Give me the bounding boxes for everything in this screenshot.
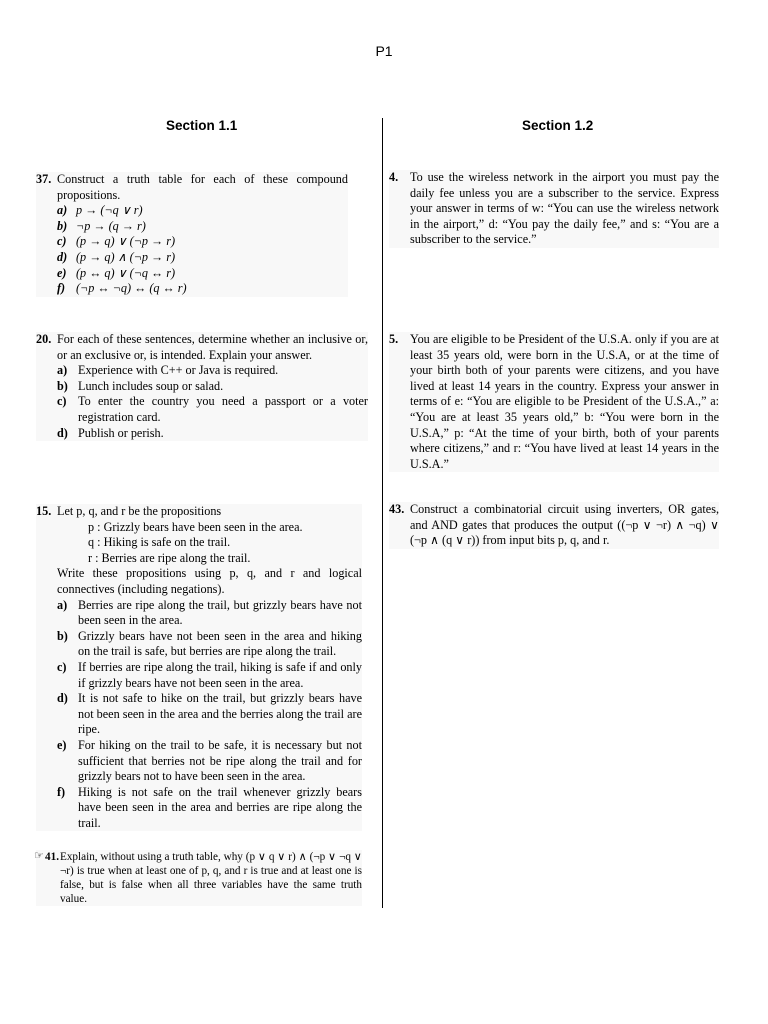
problem-text: Explain, without using a truth table, why (p ∨ q ∨ r) ∧ (¬p ∨ ¬q ∨ ¬r) is true when at least one of p, q, and r is true and at least one is false, but is false when all three variables have the same truth value. <box>60 851 362 905</box>
problem-stem <box>389 502 719 549</box>
pointing-hand-icon: ☞ <box>34 850 44 862</box>
sub-item-text: Lunch includes soup or salad. <box>78 378 224 393</box>
sub-item <box>36 660 362 691</box>
sub-item-list <box>36 598 362 832</box>
problem-20 <box>36 332 368 441</box>
sub-item <box>36 281 348 297</box>
proposition-definition: q : Hiking is safe on the trail. <box>88 535 231 550</box>
sub-item-label: a) <box>57 363 68 378</box>
sub-item <box>36 250 348 266</box>
section-heading-left: Section 1.1 <box>166 118 238 133</box>
sub-item <box>36 738 362 785</box>
problem-number: 4. <box>389 170 399 184</box>
sub-item-label: a) <box>57 203 68 218</box>
sub-item-label: c) <box>57 394 67 409</box>
sub-item-text: (¬p ↔ ¬q) ↔ (q ↔ r) <box>76 281 187 296</box>
sub-item-text: It is not safe to hike on the trail, but grizzly bears have not been seen in the area and the berries along the trail are ripe. <box>78 691 362 737</box>
sub-item-label: f) <box>57 784 66 799</box>
sub-item-label: b) <box>57 378 68 393</box>
sub-item-list <box>36 363 368 441</box>
sub-item-text: To enter the country you need a passport or a voter registration card. <box>78 394 368 424</box>
sub-item-label: e) <box>57 265 67 280</box>
problem-text: Construct a truth table for each of these compound propositions. <box>57 172 348 202</box>
problem-number: 20. <box>36 332 52 346</box>
problem-stem <box>389 170 719 248</box>
sub-item-text: Grizzly bears have not been seen in the area and hiking on the trail is safe, but berries are ripe along the trail. <box>78 628 362 659</box>
sub-item <box>36 266 348 282</box>
sub-item <box>36 234 348 250</box>
sub-item-text: Berries are ripe along the trail, but grizzly bears have not been seen in the area. <box>78 597 362 628</box>
sub-item-label: c) <box>57 234 67 249</box>
sub-item-label: d) <box>57 691 68 706</box>
sub-item-text: If berries are ripe along the trail, hiking is safe if and only if grizzly bears have not been seen in the area. <box>78 659 362 690</box>
sub-item-list <box>36 203 348 297</box>
sub-item-text: (p → q) ∨ (¬p → r) <box>76 234 176 249</box>
proposition-definition: p : Grizzly bears have been seen in the area. <box>88 519 303 534</box>
problem-37 <box>36 172 348 297</box>
sub-item-text: Experience with C++ or Java is required. <box>78 363 279 378</box>
sub-item-label: a) <box>57 597 68 612</box>
sub-item <box>36 379 368 395</box>
problem-15 <box>36 504 362 831</box>
sub-item-label: d) <box>57 425 68 440</box>
sub-item-text: p → (¬q ∨ r) <box>76 203 143 218</box>
sub-item <box>36 426 368 442</box>
problem-stem <box>389 332 719 472</box>
sub-item <box>36 691 362 738</box>
problem-number: 41. <box>45 851 59 863</box>
sub-item <box>36 629 362 660</box>
problem-text: You are eligible to be President of the U.S.A. only if you are at least 35 years old, were born in the U.S.A, or at the time of your birth both of your parents were citizens, and you have lived at least 14 years in the country. Express your answer in terms of e: “You are eligible to be President of the U.S.A.,” a: “You are at least 35 years old,” b: “You were born in the U.S.A,” p: “At the time of your birth, both of your parents where citizens,” and r: “You have lived at least 14 years in the U.S.A.” <box>410 332 719 471</box>
sub-item-text: Hiking is not safe on the trail whenever grizzly bears have been seen in the area and berries are ripe along the trail. <box>78 784 362 830</box>
sub-item-label: e) <box>57 737 67 752</box>
sub-item-text: ¬p → (q → r) <box>76 218 146 233</box>
sub-item-text: For hiking on the trail to be safe, it is necessary but not sufficient that berries not be ripe along the trail and for grizzly bears not to have been seen in the area. <box>78 737 362 784</box>
sub-item-label: b) <box>57 628 68 643</box>
problem-number: 5. <box>389 332 399 346</box>
problem-stem <box>36 504 362 520</box>
problem-number: 15. <box>36 504 52 518</box>
page-number: P1 <box>375 43 393 59</box>
sub-item <box>36 219 348 235</box>
sub-item-label: b) <box>57 218 68 233</box>
problem-stem <box>36 850 362 906</box>
problem-5 <box>389 332 719 472</box>
problem-4 <box>389 170 719 248</box>
sub-item-label: d) <box>57 249 68 264</box>
sub-item <box>36 785 362 832</box>
sub-item <box>36 363 368 379</box>
problem-stem <box>36 332 368 363</box>
proposition-definition: r : Berries are ripe along the trail. <box>88 550 251 565</box>
sub-item <box>36 203 348 219</box>
problem-instructions: Write these propositions using p, q, and r and logical connectives (including negations). <box>57 566 362 596</box>
problem-text: Construct a combinatorial circuit using inverters, OR gates, and AND gates that produces the output ((¬p ∨ ¬r) ∧ ¬q) ∨ (¬p ∧ (q ∨ r)) from input bits p, q, and r. <box>410 502 719 548</box>
problem-43 <box>389 502 719 549</box>
sub-item-label: c) <box>57 659 67 674</box>
sub-item-text: Publish or perish. <box>78 425 164 440</box>
problem-stem <box>36 172 348 203</box>
section-heading-right: Section 1.2 <box>522 118 594 133</box>
problem-text: For each of these sentences, determine whether an inclusive or, or an exclusive or, is intended. Explain your answer. <box>57 332 368 362</box>
sub-item <box>36 394 368 425</box>
sub-item-text: (p ↔ q) ∨ (¬q ↔ r) <box>76 265 176 280</box>
problem-text: Let p, q, and r be the propositions <box>57 504 222 518</box>
column-divider <box>382 118 383 908</box>
sub-item-text: (p → q) ∧ (¬p → r) <box>76 249 176 264</box>
sub-item-label: f) <box>57 281 66 296</box>
sub-item <box>36 598 362 629</box>
problem-number: 43. <box>389 502 405 516</box>
problem-text: To use the wireless network in the airport you must pay the daily fee unless you are a subscriber to the service. Express your answer in terms of w: “You can use the wireless network in the airport,” d: “You pay the daily fee,” and s: “You are a subscriber to the service.” <box>410 170 719 247</box>
problem-number: 37. <box>36 172 52 186</box>
problem-41 <box>36 850 362 906</box>
